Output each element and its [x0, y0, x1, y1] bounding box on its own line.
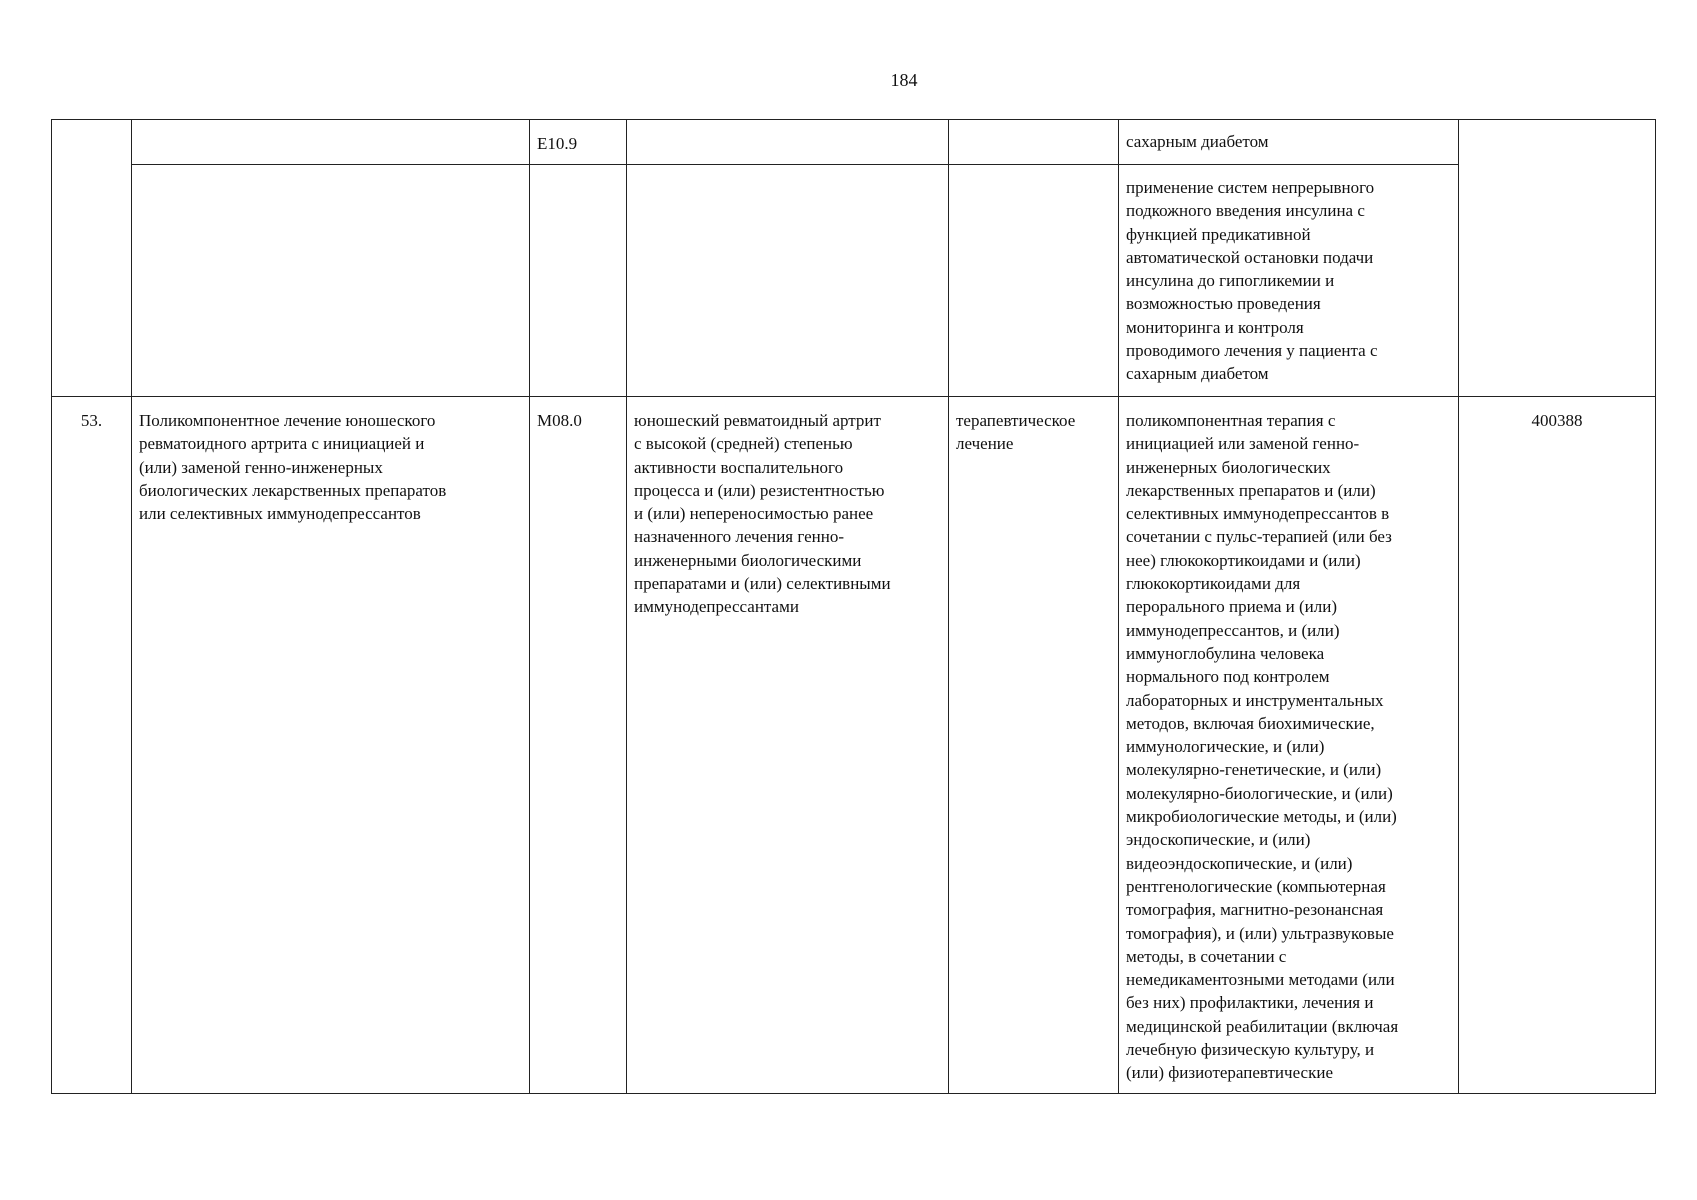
- services-table: [51, 119, 1656, 1094]
- model-line: назначенного лечения генно-: [634, 527, 845, 547]
- row-number: 53.: [80, 411, 103, 430]
- methods-line: перорального приема и (или): [1126, 597, 1337, 617]
- cell-code: E10.9: [530, 120, 627, 165]
- cell-name: [132, 120, 530, 165]
- icd-code: М08.0: [537, 411, 582, 430]
- treatment-line: терапевтическое: [956, 411, 1076, 430]
- cell-treatment: [949, 397, 1119, 1094]
- cell-number: [52, 397, 132, 1094]
- methods-line: иммунодепрессантов, и (или): [1126, 620, 1340, 640]
- name-line: или селективных иммунодепрессантов: [139, 504, 421, 524]
- methods-line: нормального под контролем: [1126, 667, 1330, 687]
- cell-cost: [1459, 397, 1656, 1094]
- methods-line: лекарственных препаратов и (или): [1126, 480, 1376, 500]
- cell-model: [627, 120, 949, 165]
- cell-cost: [1459, 120, 1656, 397]
- methods-line: нее) глюкокортикоидами и (или): [1126, 550, 1361, 570]
- methods-line: сочетании с пульс-терапией (или без: [1126, 527, 1392, 547]
- methods-line: подкожного введения инсулина с: [1126, 201, 1365, 221]
- methods-line: методов, включая биохимические,: [1126, 713, 1375, 733]
- name-line: Поликомпонентное лечение юношеского: [139, 411, 436, 430]
- methods-line: автоматической остановки подачи: [1126, 247, 1374, 267]
- methods-line: применение систем непрерывного: [1126, 178, 1375, 197]
- methods-line: (или) физиотерапевтические: [1126, 1063, 1333, 1083]
- methods-line: молекулярно-биологические, и (или): [1126, 783, 1393, 803]
- model-line: юношеский ревматоидный артрит: [634, 411, 881, 430]
- name-line: биологических лекарственных препаратов: [139, 480, 447, 500]
- page-number: 184: [890, 70, 918, 90]
- treatment-line: лечение: [956, 434, 1014, 454]
- methods-line: инсулина до гипогликемии и: [1126, 271, 1335, 291]
- cell-methods: [1119, 165, 1459, 397]
- model-line: активности воспалительного: [634, 457, 844, 477]
- model-line: процесса и (или) резистентностью: [634, 480, 885, 500]
- methods-line: молекулярно-генетические, и (или): [1126, 760, 1382, 780]
- methods-line: поликомпонентная терапия с: [1126, 411, 1336, 430]
- methods-line: селективных иммунодепрессантов в: [1126, 504, 1390, 524]
- methods-line: инициацией или заменой генно-: [1126, 434, 1360, 454]
- methods-line: эндоскопические, и (или): [1126, 830, 1311, 850]
- cell-treatment: [949, 120, 1119, 165]
- cell-model: [627, 165, 949, 397]
- cell-methods: [1119, 120, 1459, 165]
- table-row: [52, 120, 1656, 165]
- methods-line: без них) профилактики, лечения и: [1126, 993, 1374, 1013]
- cell-number: [52, 120, 132, 397]
- methods-line: микробиологические методы, и (или): [1126, 807, 1397, 827]
- table-row: [52, 165, 1656, 397]
- methods-line: медицинской реабилитации (включая: [1126, 1016, 1399, 1036]
- model-line: иммунодепрессантами: [634, 597, 799, 617]
- methods-line: сахарным диабетом: [1126, 132, 1269, 151]
- model-line: с высокой (средней) степенью: [634, 434, 853, 454]
- name-line: ревматоидного артрита с инициацией и: [139, 434, 425, 454]
- cell-methods: [1119, 397, 1459, 1094]
- methods-line: мониторинга и контроля: [1126, 317, 1304, 337]
- methods-line: функцией предикативной: [1126, 224, 1311, 244]
- table-row: [52, 397, 1656, 1094]
- cell-name: [132, 165, 530, 397]
- cell-treatment: [949, 165, 1119, 397]
- methods-line: инженерных биологических: [1126, 457, 1331, 477]
- methods-line: методы, в сочетании с: [1126, 946, 1287, 966]
- methods-line: томография, магнитно-резонансная: [1126, 900, 1384, 920]
- methods-line: возможностью проведения: [1126, 294, 1321, 314]
- methods-line: проводимого лечения у пациента с: [1126, 341, 1378, 361]
- methods-line: лабораторных и инструментальных: [1126, 690, 1384, 710]
- cell-name: [132, 397, 530, 1094]
- model-line: и (или) непереносимостью ранее: [634, 504, 874, 524]
- cell-model: [627, 397, 949, 1094]
- model-line: препаратами и (или) селективными: [634, 574, 891, 594]
- methods-line: видеоэндоскопические, и (или): [1126, 853, 1353, 873]
- methods-line: глюкокортикоидами для: [1126, 574, 1301, 594]
- cost-value: 400388: [1531, 411, 1583, 430]
- methods-line: лечебную физическую культуру, и: [1126, 1040, 1375, 1060]
- methods-line: сахарным диабетом: [1126, 364, 1269, 384]
- methods-line: иммунологические, и (или): [1126, 737, 1325, 757]
- name-line: (или) заменой генно-инженерных: [139, 457, 383, 477]
- methods-line: рентгенологические (компьютерная: [1126, 876, 1386, 896]
- methods-line: томография), и (или) ультразвуковые: [1126, 923, 1394, 943]
- model-line: инженерными биологическими: [634, 550, 862, 570]
- methods-line: немедикаментозными методами (или: [1126, 970, 1395, 990]
- cell-code: [530, 165, 627, 397]
- cell-code: [530, 397, 627, 1094]
- methods-line: иммуноглобулина человека: [1126, 643, 1325, 663]
